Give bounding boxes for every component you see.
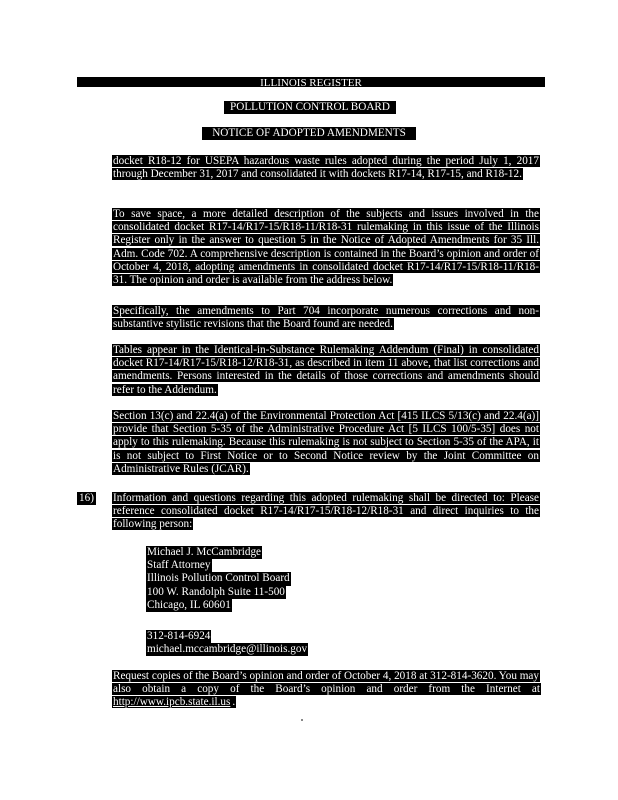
paragraph-section-13: Section 13(c) and 22.4(a) of the Environmental Protection Act [415 ILCS 5/13(c) and 22.4(a)] provide that Section 5-35 of the Administrative Procedure Act [5 ILCS 100/5-35] does not apply to this rulemaking. Because this rulemaking is not subject to Section 5-35 of the APA, it is not subject to First Notice or to Second Notice review by the Joint Committee on Administrative Rules (JCAR). — [113, 410, 539, 475]
header-rule — [77, 77, 545, 87]
register-title: ILLINOIS REGISTER — [260, 77, 362, 89]
paragraph-description: To save space, a more detailed description of the subjects and issues involved in the consolidated docket R17-14/R17-15/R18-11/R18-31 rulemaking in this issue of the Illinois Register only in the answer to question 5 in the Notice of Adopted Amendments for 35 Ill. Adm. Code 702. A comprehensive description is contained in the Board’s opinion and order of October 4, 2018, adopting amendments in consolidated docket R17-14/R17-15/R18-11/R18-31. The opinion and order is available from the address below. — [113, 208, 539, 287]
contact-city: Chicago, IL 60601 — [147, 598, 231, 611]
paragraph-closing: Request copies of the Board’s opinion and order of October 4, 2018 at 312-814-3620. You may also obtain a copy of the Board’s opinion and order from the Internet at http://www.ipcb.state.il.us . — [113, 670, 540, 709]
paragraph-item-16: Information and questions regarding this adopted rulemaking shall be directed to: Please reference consolidated docket R17-14/R17-15/R18-12/R18-31 and direct inquiries to the following person: — [113, 492, 539, 531]
contact-org: Illinois Pollution Control Board — [147, 572, 290, 585]
paragraph-tables: Tables appear in the Identical-in-Substance Rulemaking Addendum (Final) in consolidated docket R17-14/R17-15/R18-12/R18-31, as described in item 11 above, that list corrections and amendments. Persons interested in the details of those corrections and amendments should refer to the Addendum. — [113, 344, 539, 396]
item-number-16: 16) — [79, 492, 94, 504]
contact-phone-email — [146, 630, 346, 656]
ipcb-link[interactable]: http://www.ipcb.state.il.us — [113, 696, 231, 709]
contact-name: Michael J. McCambridge — [147, 546, 262, 558]
contact-email[interactable]: michael.mccambridge@illinois.gov — [147, 643, 308, 656]
contact-street: 100 W. Randolph Suite 11-500 — [147, 585, 285, 598]
contact-phone: 312-814-6924 — [147, 630, 211, 642]
contact-address — [146, 546, 326, 612]
notice-title: NOTICE OF ADOPTED AMENDMENTS — [202, 127, 416, 140]
contact-title: Staff Attorney — [147, 559, 211, 572]
paragraph-docket: docket R18-12 for USEPA hazardous waste rules adopted during the period July 1, 2017 through December 31, 2017 and consolidated it with dockets R17-14, R17-15, and R18-12. — [113, 155, 539, 181]
paragraph-part-704: Specifically, the amendments to Part 704 incorporate numerous corrections and non-substantive stylistic revisions that the Board found are needed. — [113, 305, 539, 331]
board-title: POLLUTION CONTROL BOARD — [224, 101, 396, 114]
page-speck — [301, 719, 303, 721]
